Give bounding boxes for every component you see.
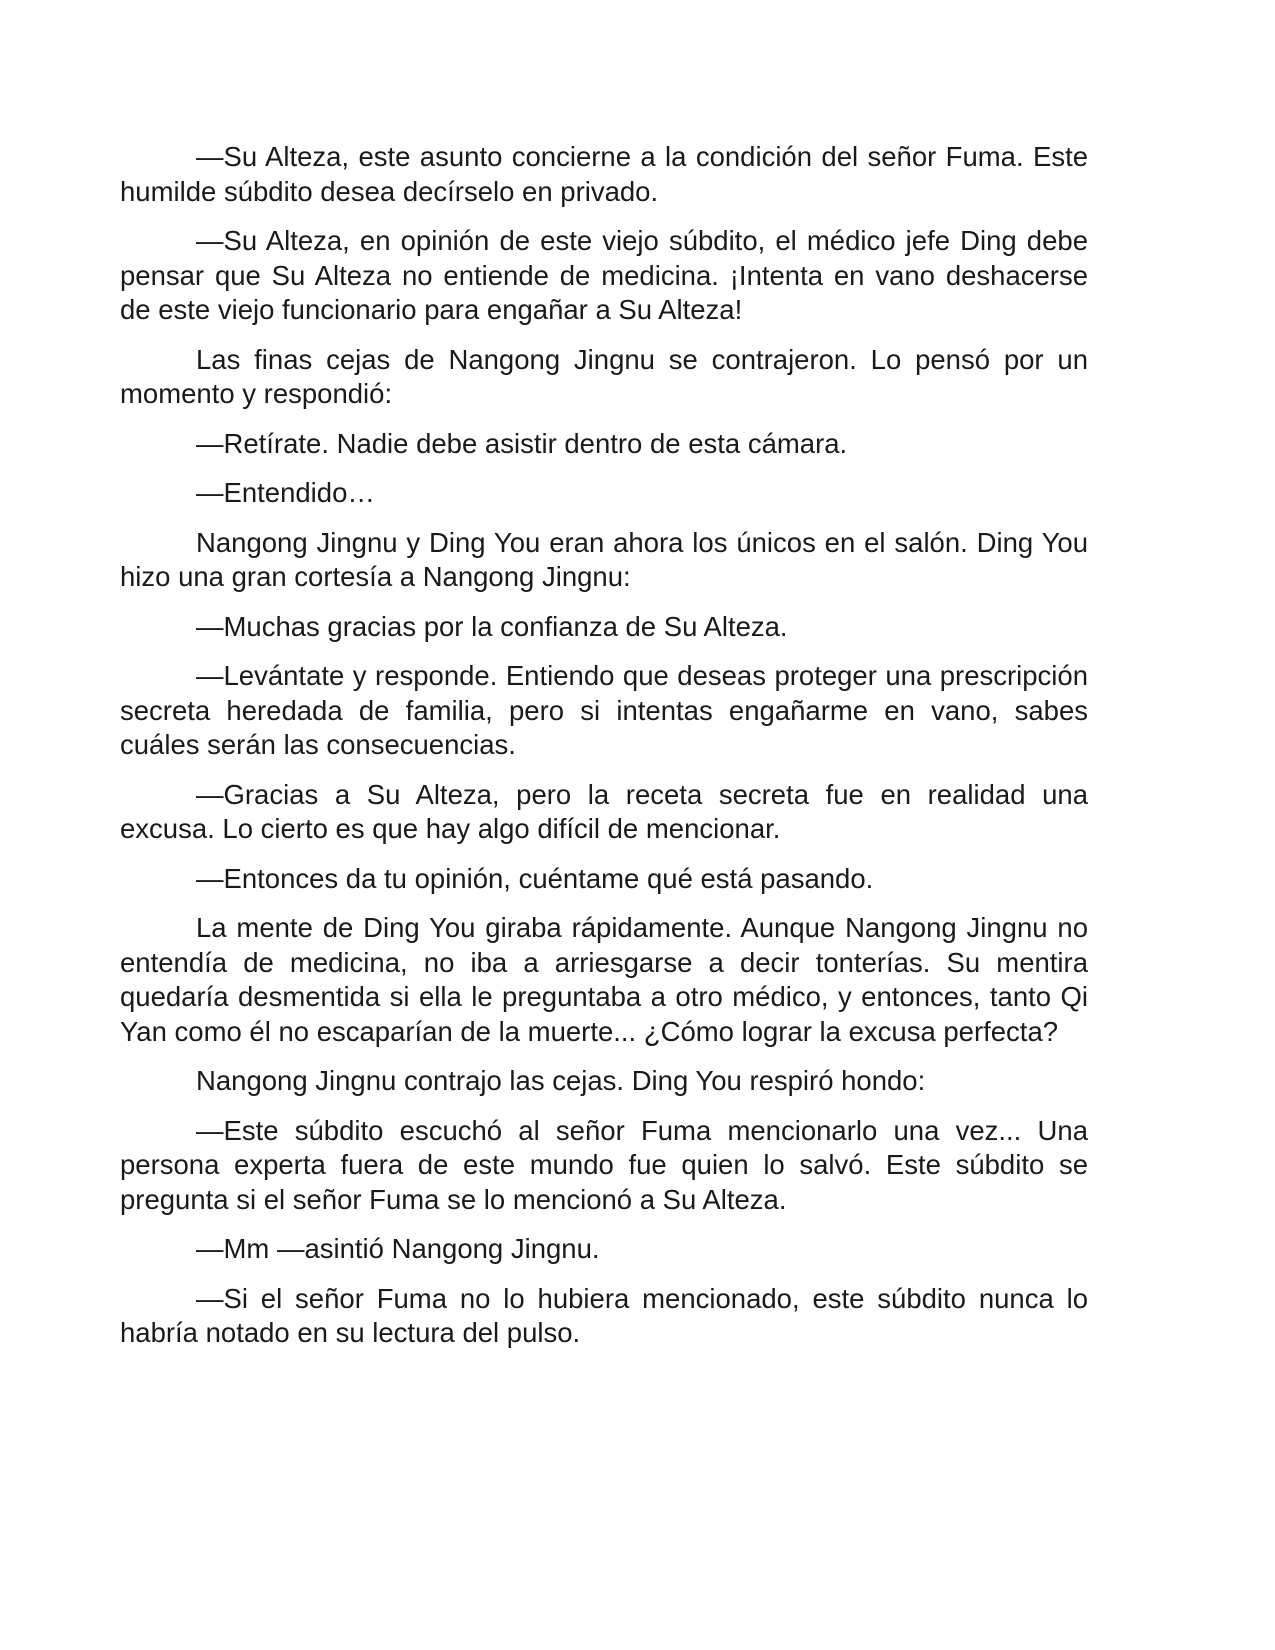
paragraph-10: —Entonces da tu opinión, cuéntame qué está pasando. [196,862,874,894]
paragraph-8: —Levántate y responde. Entiendo que deseas proteger una prescripción secreta heredada de familia, pero si intentas engañarme en vano, sabes cuáles serán las consecuencias. [120,660,1088,760]
paragraph-6: Nangong Jingnu y Ding You eran ahora los únicos en el salón. Ding You hizo una gran cortesía a Nangong Jingnu: [120,526,1088,592]
paragraph-4: —Retírate. Nadie debe asistir dentro de esta cámara. [196,427,848,459]
paragraph-9: —Gracias a Su Alteza, pero la receta secreta fue en realidad una excusa. Lo cierto es que hay algo difícil de mencionar. [120,778,1088,844]
paragraph-12: Nangong Jingnu contrajo las cejas. Ding You respiró hondo: [196,1065,926,1096]
paragraph-13: —Este súbdito escuchó al señor Fuma mencionarlo una vez... Una persona experta fuera de este mundo fue quien lo salvó. Este súbdito se pregunta si el señor Fuma se lo mencionó a Su Alteza. [120,1114,1088,1215]
paragraph-1: —Su Alteza, este asunto concierne a la condición del señor Fuma. Este humilde súbdito desea decírselo en privado. [120,141,1088,207]
paragraph-2: —Su Alteza, en opinión de este viejo súbdito, el médico jefe Ding debe pensar que Su Alteza no entiende de medicina. ¡Intenta en vano deshacerse de este viejo funcionario para engañar a Su Alteza! [120,225,1088,325]
paragraph-14: —Mm —asintió Nangong Jingnu. [196,1233,600,1264]
paragraph-7: —Muchas gracias por la confianza de Su Alteza. [196,610,788,642]
document-page [120,140,1088,1366]
paragraph-5: —Entendido… [196,477,375,508]
paragraph-15: —Si el señor Fuma no lo hubiera mencionado, este súbdito nunca lo habría notado en su lectura del pulso. [120,1282,1088,1348]
paragraph-3: Las finas cejas de Nangong Jingnu se contrajeron. Lo pensó por un momento y respondió: [120,343,1088,409]
paragraph-11: La mente de Ding You giraba rápidamente. Aunque Nangong Jingnu no entendía de medicina, no iba a arriesgarse a decir tonterías. Su mentira quedaría desmentida si ella le preguntaba a otro médico, y entonces, tanto Qi Yan como él no escaparían de la muerte... ¿Cómo lograr la excusa perfecta? [120,912,1088,1047]
